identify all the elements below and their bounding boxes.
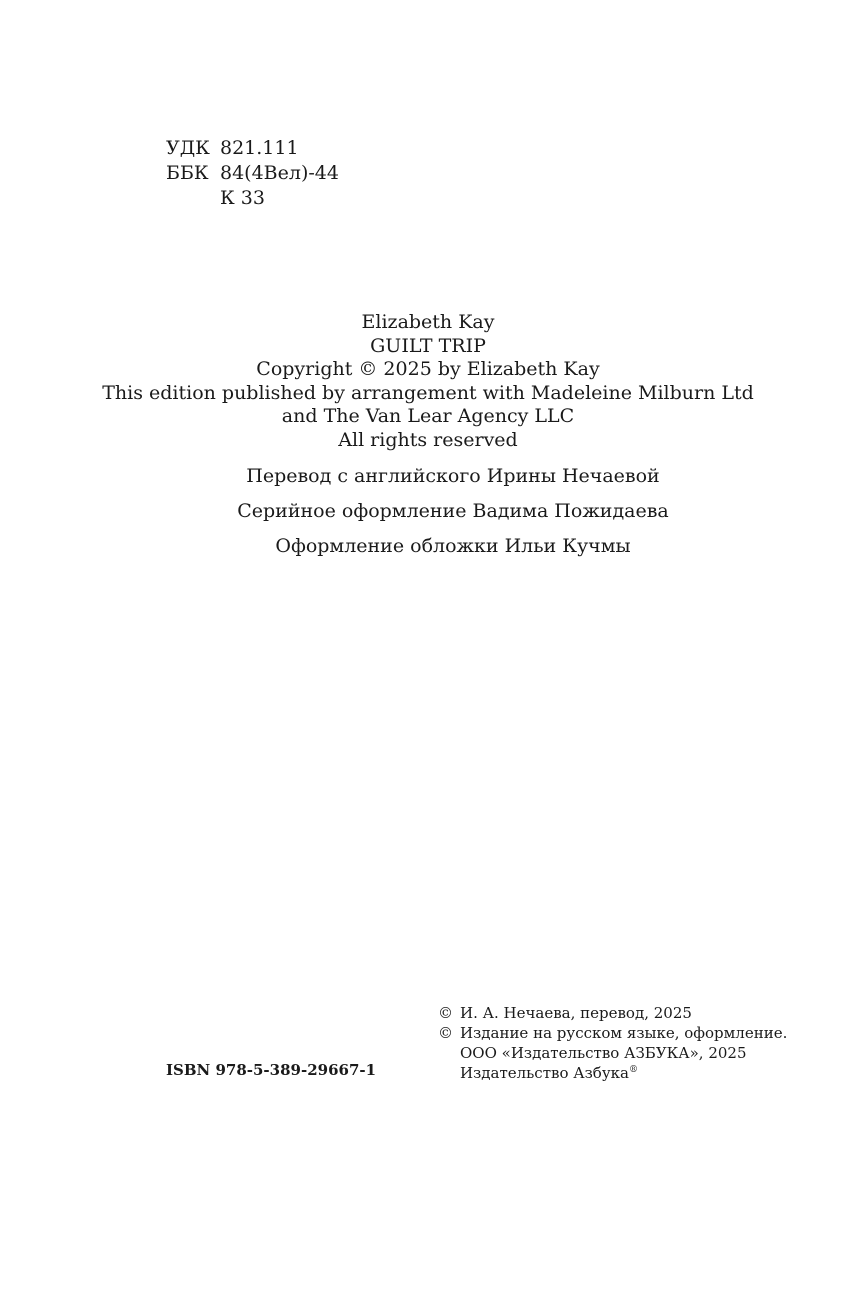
registered-mark: ®: [628, 1065, 638, 1075]
edition-copyright-line-2: ООО «Издательство АЗБУКА», 2025: [460, 1044, 747, 1062]
udk-value: 821.111: [220, 137, 299, 159]
author-name: Elizabeth Kay: [361, 311, 495, 333]
cover-design-credit: Оформление обложки Ильи Кучмы: [275, 535, 631, 557]
translation-copyright: И. А. Нечаева, перевод, 2025: [460, 1004, 692, 1022]
udk-row: [166, 136, 339, 161]
translation-copyright-row: [438, 1003, 787, 1023]
arrangement-line-2: and The Van Lear Agency LLC: [281, 405, 575, 427]
copyright-line: Copyright © 2025 by Elizabeth Kay: [256, 358, 600, 380]
author-mark: К 33: [220, 187, 265, 209]
udk-label: УДК: [166, 137, 210, 159]
edition-copyright-row: [438, 1023, 787, 1043]
original-credits: [0, 311, 856, 452]
bbk-row: [166, 161, 339, 186]
bbk-label: ББК: [166, 162, 209, 184]
rights-line: All rights reserved: [338, 428, 518, 451]
edition-copyright-line-1: Издание на русском языке, оформление.: [460, 1024, 788, 1042]
publisher-mark-row: [438, 1063, 787, 1083]
copyright-symbol: ©: [438, 1024, 453, 1042]
copyright-symbol: ©: [438, 1004, 453, 1022]
book-title: GUILT TRIP: [370, 334, 486, 357]
author-mark-row: [166, 186, 339, 211]
russian-credits: [0, 465, 856, 570]
publisher-mark: Издательство Азбука: [460, 1064, 629, 1082]
isbn: ISBN 978-5-389-29667-1: [166, 1061, 377, 1079]
bbk-value: 84(4Вел)-44: [220, 162, 339, 184]
translation-credit: Перевод с английского Ирины Нечаевой: [246, 465, 660, 487]
copyright-block: [438, 1003, 787, 1083]
series-design-credit: Серийное оформление Вадима Пожидаева: [237, 500, 669, 522]
arrangement-line-1: This edition published by arrangement with Madeleine Milburn Ltd: [102, 381, 754, 404]
classification-block: [166, 136, 339, 211]
